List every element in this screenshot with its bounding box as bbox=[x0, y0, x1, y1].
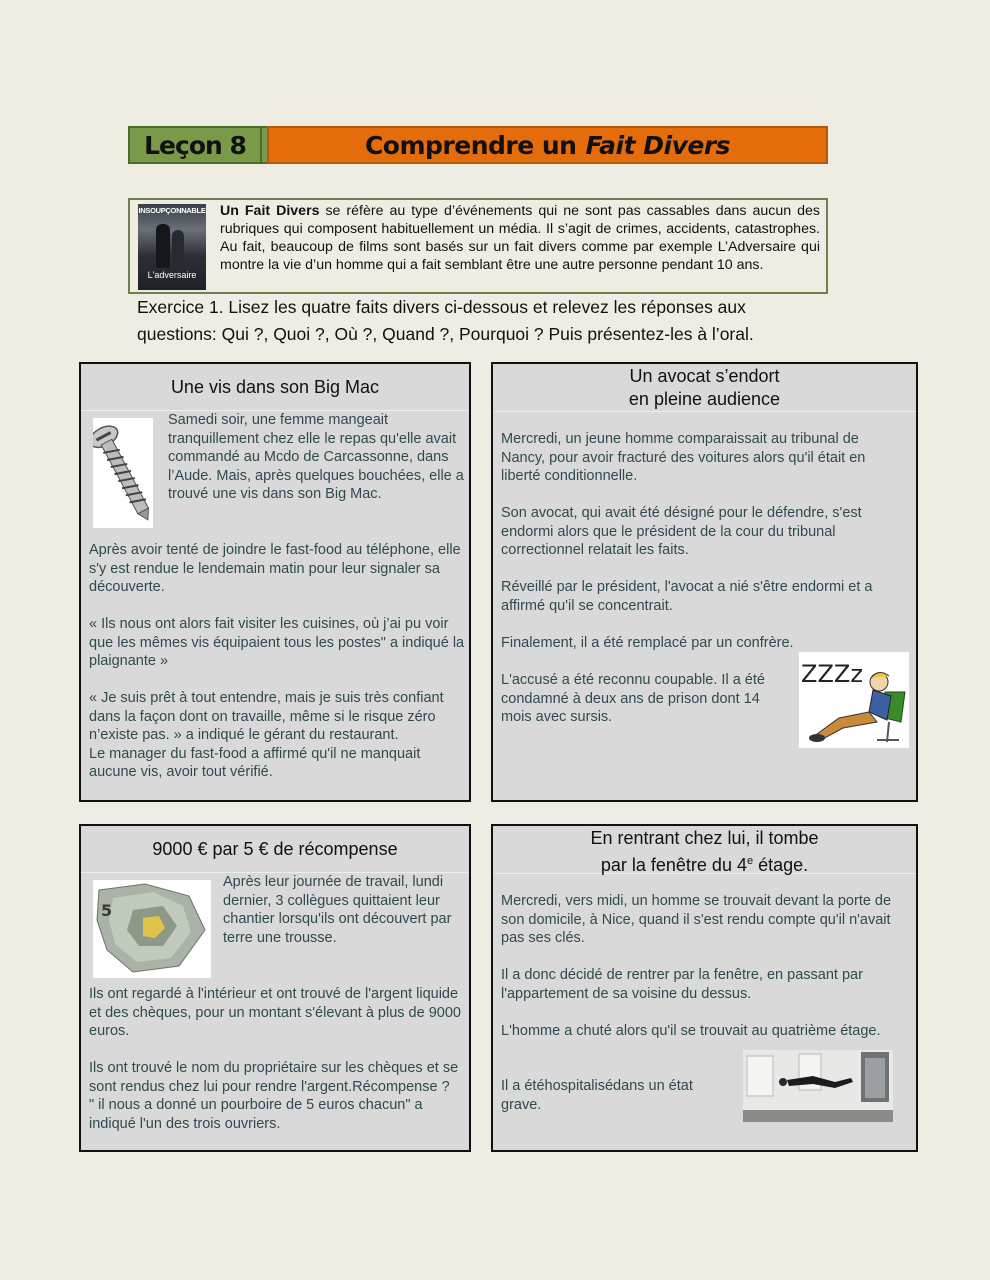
lesson-title-prefix: Comprendre un bbox=[364, 130, 577, 160]
poster-top-text: INSOUPÇONNABLE bbox=[138, 206, 206, 215]
falling-man-image bbox=[743, 1050, 893, 1122]
card-lead: Après leur journée de travail, lundi dernier, 3 collègues quittaient leur chantier lorsqu'ils ont découvert par terre une trousse. bbox=[223, 874, 452, 946]
intro-text bbox=[220, 202, 820, 274]
poster-title-text: L'adversaire bbox=[147, 270, 197, 280]
card-body bbox=[501, 430, 906, 671]
screw-image bbox=[93, 418, 153, 528]
card-title-text: par la fenêtre du 4 bbox=[600, 855, 747, 875]
poster-figure bbox=[172, 230, 184, 268]
card-title-text: 9000 € par 5 € de récompense bbox=[152, 839, 398, 859]
paragraph: Mercredi, vers midi, un homme se trouvait devant la porte de son domicile, à Nice, quand il s'est rendu compte qu'il n'avait pas ses clés. bbox=[501, 893, 892, 946]
lesson-header bbox=[128, 126, 828, 164]
lesson-title-italic: Fait Divers bbox=[585, 130, 731, 160]
paragraph: « Je suis prêt à tout entendre, mais je suis très confiant dans la façon dont on travaille, même si le risque zéro n’existe pas. » a indiqué le gérant du restaurant. bbox=[89, 690, 444, 743]
screw-icon bbox=[93, 418, 153, 528]
card-title-line: En rentrant chez lui, il tombe bbox=[590, 828, 819, 848]
news-card-window-fall bbox=[491, 824, 918, 1152]
card-body bbox=[89, 541, 465, 782]
zzz-text: ZZZz bbox=[801, 660, 863, 688]
paragraph: Finalement, il a été remplacé par un confrère. bbox=[501, 634, 794, 651]
film-poster-image bbox=[138, 204, 206, 290]
paragraph: Réveillé par le président, l'avocat a nié s'être endormi et a affirmé qu'il se concentrait. bbox=[501, 579, 873, 614]
exercise-instructions bbox=[137, 294, 837, 348]
card-title-line: en pleine audience bbox=[628, 389, 781, 409]
card-title bbox=[493, 826, 916, 874]
sleeping-man-image bbox=[799, 652, 909, 748]
card-title-text: Une vis dans son Big Mac bbox=[170, 377, 380, 397]
paragraph: Le manager du fast-food a affirmé qu'il ne manquait aucune vis, avoir tout vérifié. bbox=[89, 745, 421, 780]
card-title-line: Un avocat s’endort bbox=[629, 366, 780, 386]
exercise-line: questions: Qui ?, Quoi ?, Où ?, Quand ?, Pourquoi ? Puis présentez-les à l’oral. bbox=[137, 324, 754, 344]
paragraph: Ils ont trouvé le nom du propriétaire sur les chèques et se sont rendus chez lui pour rendre l'argent.Récompense ? bbox=[89, 1060, 459, 1095]
card-title-text: étage. bbox=[753, 855, 809, 875]
paragraph: Mercredi, un jeune homme comparaissait au tribunal de Nancy, pour avoir fracturé des voitures alors qu'il était en liberté conditionnelle. bbox=[501, 431, 866, 484]
paragraph: Son avocat, qui avait été désigné pour le défendre, s'est endormi alors que le président de la cour du tribunal correctionnel relatait les faits. bbox=[501, 505, 862, 558]
intro-box bbox=[128, 198, 828, 294]
card-outcome: Il a étéhospitalisédans un état grave. bbox=[501, 1078, 693, 1113]
news-card-big-mac bbox=[79, 362, 471, 802]
falling-man-icon bbox=[743, 1050, 893, 1122]
card-body bbox=[89, 985, 465, 1133]
card-title bbox=[81, 826, 469, 873]
paragraph: « Ils nous ont alors fait visiter les cuisines, où j’ai pu voir que les mêmes vis équipaient tous les postes" a indiqué la plaignante » bbox=[89, 616, 465, 669]
paragraph: Ils ont regardé à l'intérieur et ont trouvé de l'argent liquide et des chèques, pour un montant s'élevant à plus de 9000 euros. bbox=[89, 986, 461, 1039]
paragraph: Après avoir tenté de joindre le fast-food au téléphone, elle s'y est rendue le lendemain matin pour leur signaler sa découverte. bbox=[89, 542, 461, 595]
card-verdict: L'accusé a été reconnu coupable. Il a été condamné à deux ans de prison dont 14 mois avec sursis. bbox=[501, 672, 765, 725]
paragraph: " il nous a donné un pourboire de 5 euros chacun" a indiqué l'un des trois ouvriers. bbox=[89, 1097, 423, 1132]
card-title bbox=[493, 364, 916, 412]
svg-text:5: 5 bbox=[101, 901, 113, 920]
poster-figure bbox=[156, 224, 170, 268]
card-body bbox=[501, 892, 906, 1040]
superscript: e bbox=[746, 855, 754, 867]
news-card-reward bbox=[79, 824, 471, 1152]
lesson-title bbox=[267, 126, 828, 164]
intro-definition: se réfère au type d’événements qui ne sont pas cassables dans aucun des rubriques qui composent habituellement un média. Il s’agit de crimes, accidents, catastrophes. Au fait, beaucoup de films sont basés sur un fait divers comme par exemple L’Adversaire qui montre la vie d’un homme qui a fait semblant être une autre personne pendant 10 ans. bbox=[220, 203, 820, 273]
card-title bbox=[81, 364, 469, 411]
exercise-line: Exercice 1. Lisez les quatre faits divers ci-dessous et relevez les réponses aux bbox=[137, 297, 746, 317]
sleeping-man-icon bbox=[799, 652, 909, 748]
card-title-line bbox=[493, 850, 916, 877]
paragraph: L'homme a chuté alors qu'il se trouvait au quatrième étage. bbox=[501, 1022, 881, 1039]
lesson-number: Leçon 8 bbox=[128, 126, 262, 164]
paragraph: Il a donc décidé de rentrer par la fenêtre, en passant par l'appartement de sa voisine du dessus. bbox=[501, 967, 863, 1002]
card-lead: Samedi soir, une femme mangeait tranquillement chez elle le repas qu'elle avait commandé au Mcdo de Carcassonne, dans l’Aude. Mais, après quelques bouchées, elle a trouvé une vis dans son Big Mac. bbox=[168, 412, 464, 502]
news-card-lawyer bbox=[491, 362, 918, 802]
intro-bold-term: Un Fait Divers bbox=[220, 203, 320, 219]
banknote-icon bbox=[93, 880, 211, 978]
crumpled-banknote-image bbox=[93, 880, 211, 978]
